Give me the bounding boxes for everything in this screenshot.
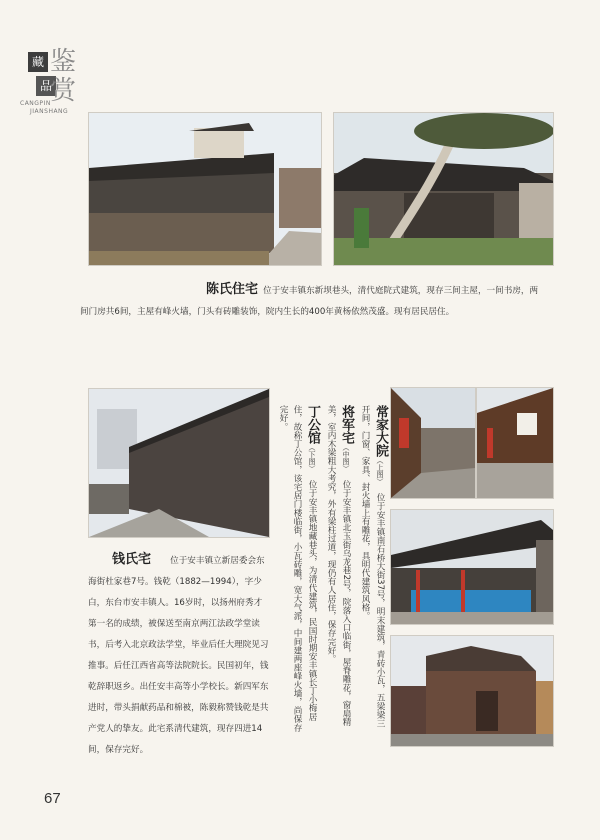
photo-jiang-jun (390, 509, 554, 625)
logo-jianshang: 鉴赏 (50, 47, 77, 106)
vertical-text-block (276, 405, 388, 735)
ding-column (276, 405, 320, 735)
logo-char-cang: 藏 (28, 52, 48, 72)
chang-text: 位于安丰镇南石桥大街37号，明末建筑，青砖小瓦，五梁梁三开间，门窗、家具、封火墙上有雕花，具明代建筑风格。 (360, 405, 385, 728)
ding-title: 丁公馆 (305, 405, 320, 444)
logo-pinyin-bottom: JIANSHANG (30, 108, 69, 115)
jiang-text: 位于安丰镇北玉街乌龙巷2号，院落入口临街，屋脊雕花，窗扇精美，室内木梁粗大考究，外有梁柱过道，现仍有人居住，保存完好。 (326, 405, 351, 727)
chang-title: 常家大院 (373, 405, 388, 457)
photo-chang-left (390, 387, 476, 499)
chen-caption (80, 278, 540, 320)
page-number: 67 (44, 790, 61, 807)
jiang-title: 将军宅 (339, 405, 354, 444)
photo-chen-courtyard (333, 112, 554, 266)
chen-text: 位于安丰镇东新坝巷头，清代庭院式建筑，现存三间主屋，一间书房，两间门房共6间，主屋有峰火墙，门头有砖雕装饰，院内生长的400年黄杨依然茂盛。现有居民居住。 (80, 286, 539, 317)
photo-chen-alley (88, 112, 322, 266)
photo-qian-alley (88, 388, 270, 538)
jiang-column (324, 405, 354, 735)
ding-text: 位于安丰镇地藏巷头，为清代建筑，民国时期安丰镇长丁小梅居住，故称丁公馆，该宅居门楼临街，小瓦砖雕，宽大气派，中间建两座峰火墙，尚保存完好。 (278, 405, 317, 732)
qian-title: 钱氏宅 (112, 552, 152, 567)
chang-sub: （上图） (376, 457, 384, 485)
photo-chang-right (476, 387, 554, 499)
chen-title: 陈氏住宅 (206, 282, 259, 297)
chang-column (358, 405, 388, 735)
ding-sub: （下图） (308, 444, 316, 472)
photo-ding-gongguan (390, 635, 554, 747)
logo-pinyin-top: CANGPIN (20, 100, 51, 107)
logo-pinyin (20, 100, 68, 116)
jiang-sub: （中图） (342, 444, 350, 472)
qian-text: 位于安丰镇立新居委会东海街杜家巷7号。钱乾（1882—1994），字少白，东台市安丰镇人。16岁时，以扬州府秀才第一名的成绩，被保送至南京两江法政学堂读书，后考入北京政法学堂，毕业后任大理院见习推事。后任江西省高等法院院长。民国初年，钱乾辞职返乡。出任安丰高等小学校长。新四军东进时，带头捐献药品和棉被，陈毅称赞钱乾是共产党人的挚友。此宅系清代建筑，现存四进14间，保存完好。 (88, 556, 269, 755)
qian-caption (88, 548, 270, 758)
logo-char-pin: 品 (36, 76, 56, 96)
